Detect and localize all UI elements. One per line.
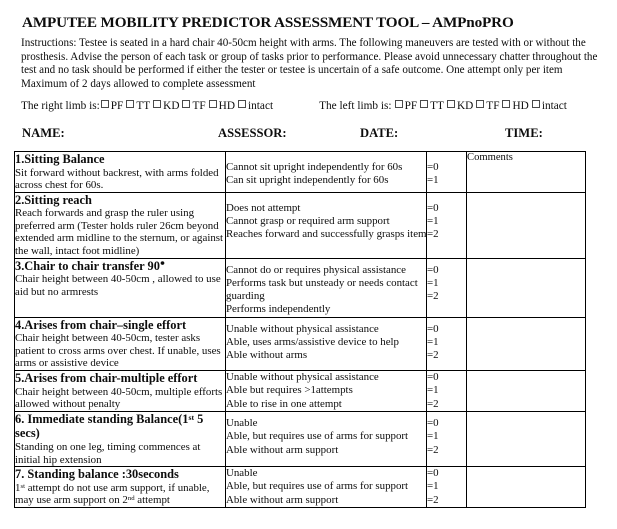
task-cell-3 [15,258,226,317]
page-title: AMPUTEE MOBILITY PREDICTOR ASSESSMENT TOOL – AMPnoPRO [22,14,514,31]
task-title-5: 5.Arises from chair-multiple effort [15,371,198,386]
criterion: Unable without physical assistance [226,322,379,335]
criteria-list-4 [226,318,426,363]
criteria-list-7 [226,467,426,507]
criterion: Performs independently [226,303,331,316]
criterion: Does not attempt [226,201,301,214]
criteria-list-3 [226,259,426,317]
left-option-tt: TT [430,100,444,112]
score-cell-3[interactable] [427,258,467,317]
task-description-6: Standing on one leg, timing commences at initial hip extension [15,440,201,466]
criterion: Able, but requires use of arms for support [226,430,409,443]
criterion: Able without arms [226,349,308,362]
task-cell-7 [15,467,226,508]
criterion: Able without arm support [226,493,339,506]
checkbox-right-intact[interactable] [238,100,246,108]
score-list-2 [427,193,466,242]
left-option-hd: HD [512,100,529,112]
checkbox-left-tt[interactable] [420,100,428,108]
field-label-assessor: ASSESSOR: [218,126,287,140]
score-value: =1 [427,480,439,493]
superscript-st: st [20,482,25,490]
checkbox-left-tf[interactable] [476,100,484,108]
limb-selection-row [21,99,601,113]
superscript-st: st [188,412,195,422]
criteria-cell-6 [226,411,427,466]
checkbox-right-kd[interactable] [153,100,161,108]
task-cell-6 [15,411,226,466]
left-option-intact: intact [541,100,567,112]
criteria-cell-1 [226,152,427,193]
score-value: =0 [427,201,439,214]
criteria-cell-2 [226,192,427,258]
right-option-intact: intact [248,100,274,112]
instructions-paragraph: Instructions: Testee is seated in a hard chair 40-50cm height with arms. The following maneuvers are tested with or without the prosthesis. Advise the person of each task or group of tasks prior to performance. Please avoid unnecessary chatter throughout the test and no task should be performed if either the tester or testee is uncertain of a safe outcome. One attempt only per item Maximum of 2 days allowed to complete assessment [21,37,598,90]
right-limb-group [21,100,273,112]
table-row [15,258,586,317]
criteria-list-6 [226,412,426,457]
checkbox-right-hd[interactable] [209,100,217,108]
right-option-kd: KD [163,100,180,112]
criterion: Reaches forward and successfully grasps item [226,228,427,241]
criteria-list-5 [226,371,426,411]
comment-cell-4[interactable] [467,317,586,370]
score-value: =1 [427,384,439,397]
task-description-7: 1st attempt do not use arm support, if unable, may use arm support on 2nd attempt [15,481,210,507]
score-value: =0 [427,263,439,276]
criterion: Cannot grasp or required arm support [226,214,390,227]
table-row [15,317,586,370]
score-value: =1 [427,430,439,443]
comment-cell-7[interactable] [467,467,586,508]
score-value: =1 [427,214,439,227]
checkbox-left-pf[interactable] [395,100,403,108]
right-limb-label: The right limb is: [21,100,100,112]
score-list-5 [427,371,466,411]
left-limb-label: The left limb is: [319,100,392,112]
table-row [15,411,586,466]
score-cell-4[interactable] [427,317,467,370]
score-value: =0 [427,416,439,429]
score-cell-6[interactable] [427,411,467,466]
task-cell-1 [15,152,226,193]
task-cell-5 [15,371,226,412]
comment-cell-1[interactable] [467,152,586,193]
right-option-tf: TF [192,100,206,112]
task-title-2: 2.Sitting reach [15,192,92,207]
score-list-6 [427,412,466,457]
score-cell-5[interactable] [427,371,467,412]
header-fields-row [0,126,617,144]
criterion: Unable [226,416,258,429]
criteria-list-2 [226,193,426,242]
degree-symbol-icon: ● [159,257,166,268]
comment-cell-5[interactable] [467,371,586,412]
checkbox-right-tt[interactable] [126,100,134,108]
score-list-3 [427,259,466,304]
score-value: =1 [427,336,439,349]
table-row [15,192,586,258]
task-description-3: Chair height between 40-50cm , allowed to use aid but no armrests [15,273,221,298]
criterion: Cannot do or requires physical assistance [226,263,406,276]
criteria-cell-7 [226,467,427,508]
criterion: guarding [226,290,265,303]
task-title-7: 7. Standing balance :30seconds [15,467,179,482]
field-label-name: NAME: [22,126,65,140]
field-label-date: DATE: [360,126,399,140]
left-limb-group [319,100,567,112]
right-option-pf: PF [110,100,124,112]
criterion: Able, but requires use of arms for support [226,480,409,493]
task-description-5: Chair height between 40-50cm, multiple efforts allowed without penalty [15,385,223,411]
score-value: =2 [427,443,439,456]
score-value: =0 [427,322,439,335]
score-value: =0 [427,467,439,480]
score-list-4 [427,318,466,363]
criteria-cell-5 [226,371,427,412]
assessment-table [14,151,586,508]
left-option-pf: PF [404,100,418,112]
checkbox-left-intact[interactable] [532,100,540,108]
score-value: =2 [427,290,439,303]
criteria-cell-3 [226,258,427,317]
comment-cell-2[interactable] [467,192,586,258]
task-cell-4 [15,317,226,370]
score-value: =0 [427,371,439,384]
right-option-hd: HD [218,100,235,112]
comments-header: Comments [467,152,513,163]
criterion: Performs task but unsteady or needs contact [226,276,418,289]
task-title-1: 1.Sitting Balance [15,152,105,166]
score-value: =1 [427,276,439,289]
checkbox-left-kd[interactable] [447,100,455,108]
checkbox-right-tf[interactable] [182,100,190,108]
score-cell-7[interactable] [427,467,467,508]
criterion: Able without arm support [226,443,339,456]
score-value: =2 [427,349,439,362]
criterion: Unable [226,467,258,480]
left-option-tf: TF [486,100,500,112]
criterion: Cannot sit upright independently for 60s [226,161,403,173]
checkbox-right-pf[interactable] [101,100,109,108]
criterion: Able to rise in one attempt [226,397,342,410]
task-description-4: Chair height between 40-50cm, tester asks patient to cross arms over chest. If unable, uses arms or assistive device [15,332,221,370]
comment-cell-6[interactable] [467,411,586,466]
task-cell-2 [15,192,226,258]
score-value: =2 [427,493,439,506]
task-description-1: Sit forward without backrest, with arms folded across chest for 60s. [15,166,219,192]
criteria-cell-4 [226,317,427,370]
task-title-6: 6. Immediate standing Balance(1st 5 secs) [15,411,204,441]
table-row [15,371,586,412]
comment-cell-3[interactable] [467,258,586,317]
checkbox-left-hd[interactable] [502,100,510,108]
task-title-3: 3.Chair to chair transfer 90● [15,257,166,273]
field-label-time: TIME: [505,126,543,140]
criteria-list-1 [226,152,426,188]
criterion: Can sit upright independently for 60s [226,174,389,187]
task-description-2: Reach forwards and grasp the ruler using preferred arm (Tester holds ruler 26cm beyond extended arm midline to the sternum, or against the wall, intact foot midline) [15,207,224,257]
superscript-nd: nd [127,495,135,503]
task-title-4: 4.Arises from chair–single effort [15,317,187,332]
score-value: =0 [427,161,439,173]
score-value: =2 [427,397,439,410]
criterion: Unable without physical assistance [226,371,379,384]
score-list-1 [427,152,466,188]
criterion: Able but requires >1attempts [226,384,353,397]
score-cell-1[interactable] [427,152,467,193]
score-cell-2[interactable] [427,192,467,258]
table-row [15,152,586,193]
score-value: =2 [427,228,439,241]
criterion: Able, uses arms/assistive device to help [226,336,400,349]
right-option-tt: TT [136,100,151,112]
left-option-kd: KD [456,100,474,112]
score-list-7 [427,467,466,507]
score-value: =1 [427,174,439,187]
table-row [15,467,586,508]
